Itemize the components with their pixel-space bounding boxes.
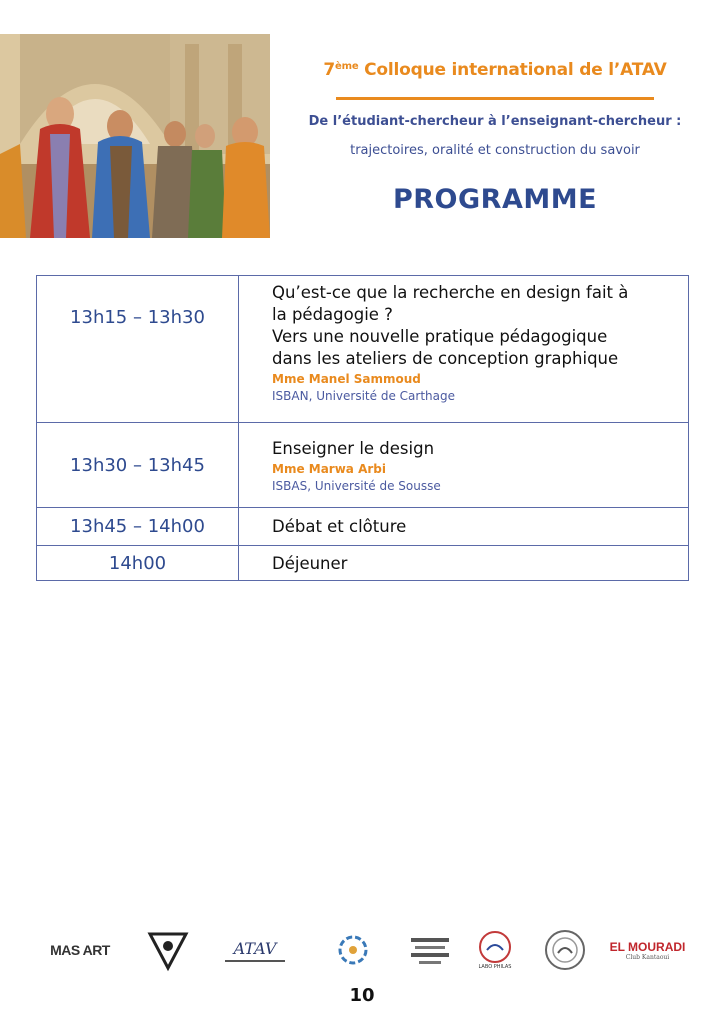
session-cell: Déjeuner — [239, 546, 689, 581]
speaker-name: Mme Manel Sammoud — [272, 372, 421, 386]
program-table — [36, 275, 689, 581]
colloque-title — [280, 60, 710, 80]
subtitle-line2: trajectoires, oralité et construction du savoir — [350, 143, 640, 158]
session-cell — [239, 276, 689, 423]
page-number: 10 — [349, 985, 375, 1006]
time-cell: 13h45 – 14h00 — [37, 508, 239, 546]
shield-logo-icon — [146, 928, 190, 972]
time-cell: 13h30 – 13h45 — [37, 423, 239, 508]
subtitle-line1: De l’étudiant-chercheur à l’enseignant-chercheur : — [308, 114, 682, 129]
colloque-ordinal: ème — [335, 61, 359, 72]
speaker-institution: ISBAN, Université de Carthage — [272, 389, 455, 403]
session-title-line: dans les ateliers de conception graphique — [272, 349, 619, 368]
masart-logo — [40, 925, 120, 975]
institute-logo — [400, 925, 460, 975]
session-cell — [239, 423, 689, 508]
speaker-name: Mme Marwa Arbi — [272, 461, 386, 476]
el-mouradi-logo — [605, 925, 690, 975]
colloque-number: 7 — [323, 60, 336, 80]
hero-painting — [0, 34, 270, 238]
painting-illustration — [0, 34, 270, 238]
speaker-institution: ISBAS, Université de Sousse — [272, 478, 441, 493]
programme-heading: PROGRAMME — [392, 184, 598, 215]
institute-logo-icon — [405, 930, 455, 970]
university-logo — [318, 925, 388, 975]
session-title-line: la pédagogie ? — [272, 305, 393, 324]
club-seal-icon — [544, 929, 586, 971]
table-row — [37, 508, 689, 546]
el-mouradi-logo-text: EL MOURADI — [609, 939, 686, 954]
masart-logo-text: MAS ART — [50, 942, 110, 958]
shield-logo — [140, 925, 196, 975]
time-cell: 13h15 – 13h30 — [37, 276, 239, 423]
time-cell: 14h00 — [37, 546, 239, 581]
session-title-line: Enseigner le design — [272, 438, 435, 458]
title-block — [280, 60, 710, 215]
partner-logos — [40, 925, 690, 975]
session-title-line: Qu’est-ce que la recherche en design fait à — [272, 283, 629, 302]
labo-logo-icon — [478, 930, 512, 964]
title-divider — [336, 97, 654, 100]
atav-logo-text: ATAV — [233, 938, 277, 958]
labo-logo — [470, 925, 520, 975]
session-title-line: Vers une nouvelle pratique pédagogique — [272, 327, 608, 346]
colloque-name: Colloque international de l’ATAV — [364, 60, 667, 80]
el-mouradi-logo-subtext: Club Kantaoui — [625, 953, 670, 961]
session-cell: Débat et clôture — [239, 508, 689, 546]
table-row — [37, 276, 689, 423]
atav-logo — [220, 925, 290, 975]
university-logo-icon — [333, 930, 373, 970]
club-seal-logo — [540, 925, 590, 975]
table-row — [37, 423, 689, 508]
table-row — [37, 546, 689, 581]
atav-logo-line — [225, 960, 285, 962]
labo-logo-text: LABO PHILAS — [478, 964, 512, 970]
